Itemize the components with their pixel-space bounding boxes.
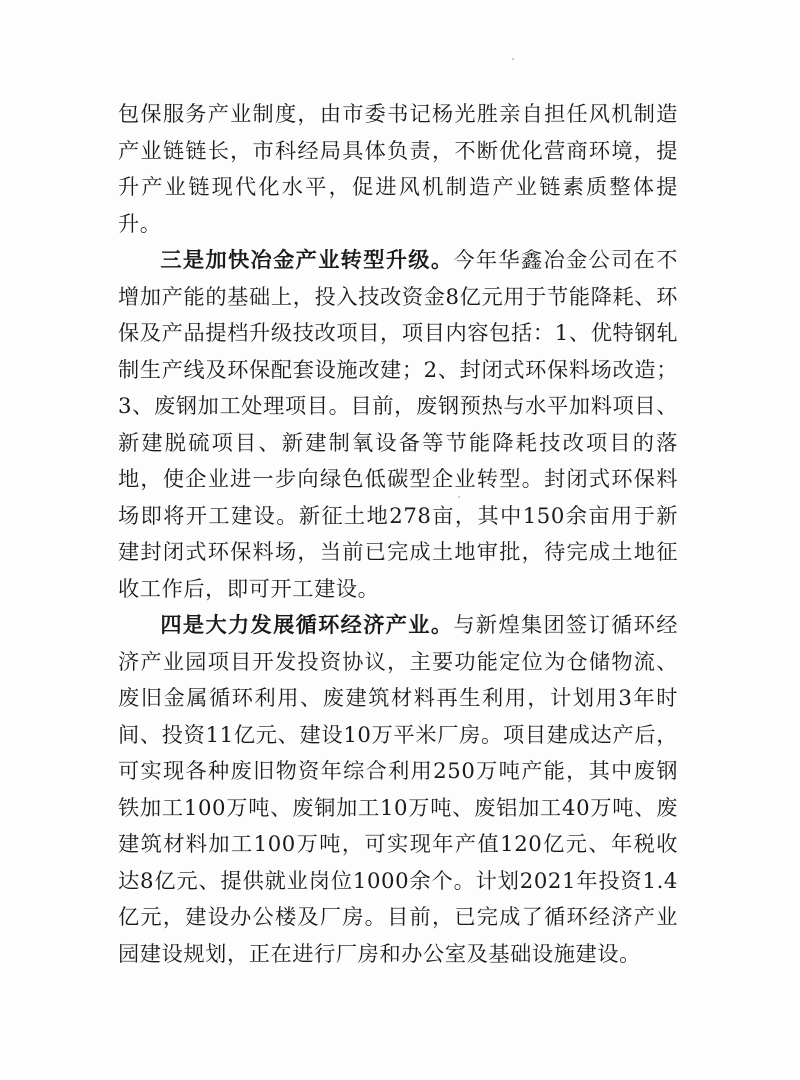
paragraph-heading: 三是加快冶金产业转型升级。: [160, 247, 454, 272]
paragraph-metallurgy: [118, 242, 678, 607]
document-body: [118, 96, 678, 972]
paragraph-heading: 四是大力发展循环经济产业。: [160, 612, 454, 637]
scan-speck: [512, 58, 514, 60]
paragraph-text: 包保服务产业制度，由市委书记杨光胜亲自担任风机制造产业链链长，市科经局具体负责，不断优化营商环境，提升产业链现代化水平，促进风机制造产业链素质整体提升。: [118, 101, 678, 236]
paragraph-continuation: [118, 96, 678, 242]
paragraph-circular-economy: [118, 607, 678, 972]
scan-speck: [458, 496, 460, 498]
paragraph-text: 与新煌集团签订循环经济产业园项目开发投资协议，主要功能定位为仓储物流、废旧金属循环利用、废建筑材料再生利用，计划用3年时间、投资11亿元、建设10万平米厂房。项目建成达产后，可实现各种废旧物资年综合利用250万吨产能，其中废钢铁加工100万吨、废铜加工10万吨、废铝加工40万吨、废建筑材料加工100万吨，可实现年产值120亿元、年税收达8亿元、提供就业岗位1000余个。计划2021年投资1.4亿元，建设办公楼及厂房。目前，已完成了循环经济产业园建设规划，正在进行厂房和办公室及基础设施建设。: [118, 612, 678, 966]
paragraph-text: 今年华鑫冶金公司在不增加产能的基础上，投入技改资金8亿元用于节能降耗、环保及产品提档升级技改项目，项目内容包括：1、优特钢轧制生产线及环保配套设施改建；2、封闭式环保料场改造；3、废钢加工处理项目。目前，废钢预热与水平加料项目、新建脱硫项目、新建制氧设备等节能降耗技改项目的落地，使企业进一步向绿色低碳型企业转型。封闭式环保料场即将开工建设。新征土地278亩，其中150余亩用于新建封闭式环保料场，当前已完成土地审批，待完成土地征收工作后，即可开工建设。: [118, 247, 678, 601]
